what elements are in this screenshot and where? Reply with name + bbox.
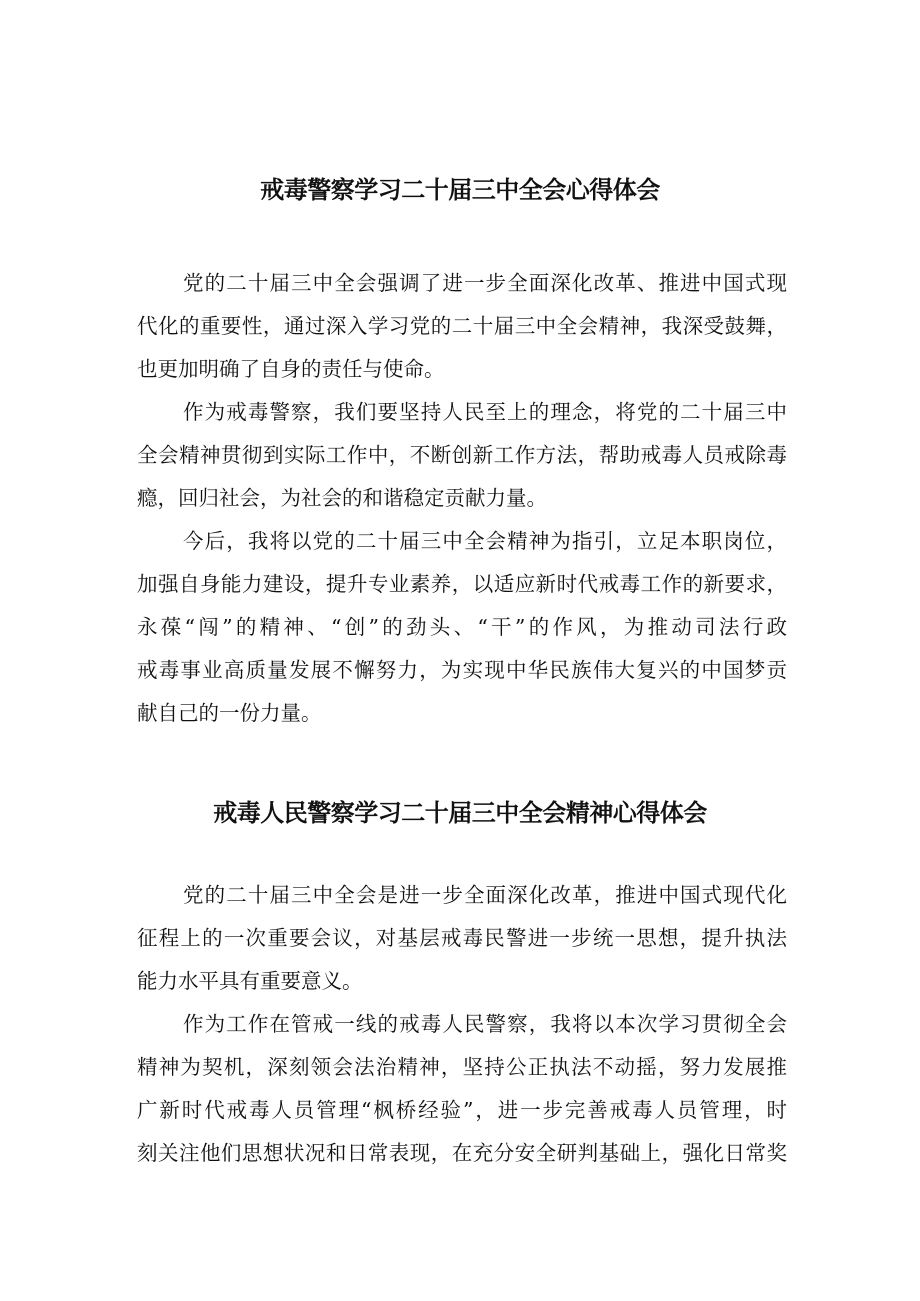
text-line: 全会精神贯彻到实际工作中，不断创新工作方法，帮助戒毒人员戒除毒 xyxy=(137,443,787,467)
text-line: 精神为契机，深刻领会法治精神，坚持公正执法不动摇，努力发展推 xyxy=(137,1055,787,1079)
text-line: 也更加明确了自身的责任与使命。 xyxy=(137,357,445,381)
text-line: 献自己的一份力量。 xyxy=(137,701,322,725)
text-line: 加强自身能力建设，提升专业素养，以适应新时代戒毒工作的新要求， xyxy=(137,572,787,596)
text-line: 党的二十届三中全会是进一步全面深化改革，推进中国式现代化 xyxy=(183,883,787,907)
text-line: 今后，我将以党的二十届三中全会精神为指引，立足本职岗位， xyxy=(183,529,787,553)
article-1-title: 戒毒警察学习二十届三中全会心得体会 xyxy=(260,176,660,204)
text-line: 瘾，回归社会，为社会的和谐稳定贡献力量。 xyxy=(137,486,547,510)
text-line: 党的二十届三中全会强调了进一步全面深化改革、推进中国式现 xyxy=(183,271,787,295)
text-line: 广新时代戒毒人员管理“枫桥经验”，进一步完善戒毒人员管理，时 xyxy=(137,1098,787,1122)
text-line: 能力水平具有重要意义。 xyxy=(137,969,363,993)
text-line: 刻关注他们思想状况和日常表现，在充分安全研判基础上，强化日常奖 xyxy=(137,1141,787,1165)
text-line: 征程上的一次重要会议，对基层戒毒民警进一步统一思想，提升执法 xyxy=(137,926,787,950)
text-line: 作为戒毒警察，我们要坚持人民至上的理念，将党的二十届三中 xyxy=(183,400,787,424)
text-line: 戒毒事业高质量发展不懈努力，为实现中华民族伟大复兴的中国梦贡 xyxy=(137,658,787,682)
text-line: 代化的重要性，通过深入学习党的二十届三中全会精神，我深受鼓舞， xyxy=(137,314,787,338)
text-line: 作为工作在管戒一线的戒毒人民警察，我将以本次学习贯彻全会 xyxy=(183,1012,787,1036)
text-line: 永葆“闯”的精神、“创”的劲头、“干”的作风，为推动司法行政 xyxy=(137,615,787,639)
article-2-title: 戒毒人民警察学习二十届三中全会精神心得体会 xyxy=(213,799,707,827)
